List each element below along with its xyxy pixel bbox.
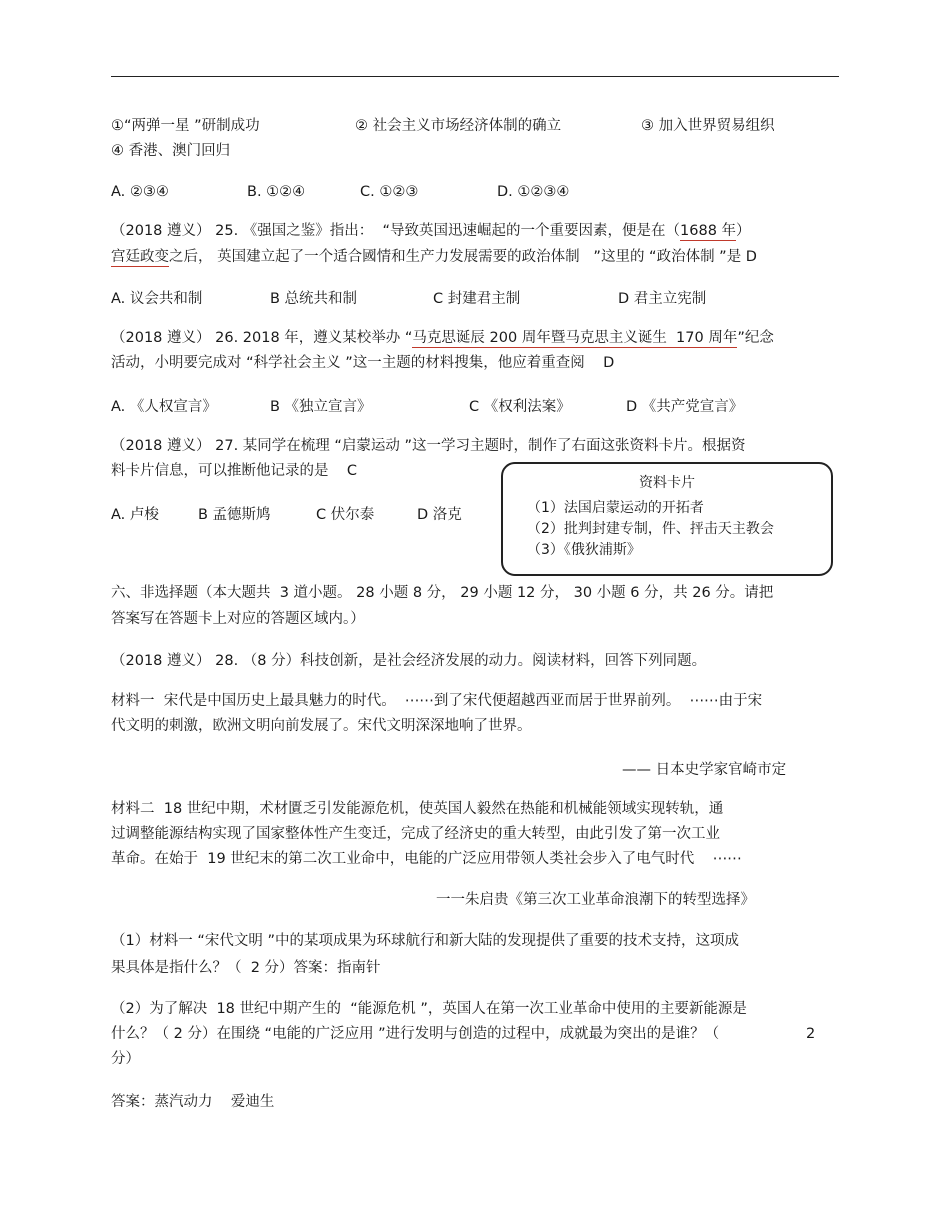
q24-option-2: ② 社会主义市场经济体制的确立 [355, 118, 562, 134]
q25-choice-a: A. 议会共和制 [111, 291, 203, 307]
q26-line-2: 活动，小明要完成对 “科学社会主义 ”这一主题的材料搜集，他应着重查阅 D [111, 355, 615, 371]
sub-question-2-line-1: （2）为了解决 18 世纪中期产生的 “能源危机 ”，英国人在第一次工业革命中使用的主要新能源是 [111, 1001, 747, 1017]
q25-choice-b: B 总统共和制 [270, 291, 358, 307]
q25-choice-d: D 君主立宪制 [618, 291, 707, 307]
q26-choice-b: B 《独立宣言》 [270, 399, 372, 415]
q27-choice-c: C 伏尔泰 [316, 507, 375, 523]
q26-choice-d: D 《共产党宣言》 [626, 399, 744, 415]
material-2-line-3: 革命。在始于 19 世纪末的第二次工业命中，电能的广泛应用带领人类社会步入了电气时代 ⋯⋯ [111, 851, 742, 867]
material-1-line-2: 代文明的刺激，欧洲文明向前发展了。宋代文明深深地响了世界。 [111, 718, 532, 734]
sub-question-2-points: 2 [806, 1026, 816, 1042]
q24-option-4: ④ 香港、澳门回归 [111, 143, 231, 159]
info-card [501, 462, 833, 576]
section-6-instructions: 答案写在答题卡上对应的答题区域内。） [111, 611, 365, 627]
material-2-line-1: 材料二 18 世纪中期，术材匱乏引发能源危机，使英国人毅然在热能和机械能领域实现转轨，通 [111, 801, 724, 817]
info-card-item-3: （3）《俄狄浦斯》 [527, 542, 641, 558]
q27-choice-d: D 洛克 [417, 507, 462, 523]
q27-line-2: 料卡片信息，可以推断他记录的是 C [111, 463, 358, 479]
sub-question-2-line-2: 什么？（ 2 分）在围绕 “电能的广泛应用 ”进行发明与创造的过程中，成就最为突出的是谁？（ [111, 1026, 720, 1042]
sub-question-1-line-1: （1）材料一 “宋代文明 ”中的某项成果为环球航行和新大陆的发现提供了重要的技术支持，这项成 [111, 933, 739, 949]
info-card-title: 资料卡片 [639, 475, 695, 491]
material-2-source: 一一朱启贵《第三次工业革命浪潮下的转型选择》 [436, 892, 755, 908]
top-rule [111, 76, 839, 77]
q26-choice-c: C 《权利法案》 [469, 399, 571, 415]
q27-line-1: （2018 遵义） 27. 某同学在梳理 “启蒙运动 ”这一学习主题时，制作了右面这张资料卡片。根据资 [111, 438, 746, 454]
section-6-heading: 六、非选择题（本大题共 3 道小题。 28 小题 8 分， 29 小题 12 分， 30 小题 6 分，共 26 分。请把 [111, 585, 774, 601]
q25-line-1: （2018 遵义） 25. 《强国之鉴》指出： “导致英国迅速崛起的一个重要因素，便是在（1688 年） [111, 223, 751, 239]
answer-line: 答案：蒸汽动力 爱迪生 [111, 1094, 275, 1110]
q26-underlined-event: 马克思诞辰 200 周年暨马克思主义诞生 170 周年 [412, 330, 738, 346]
material-2-line-2: 过调整能源结构实现了国家整体性产生变迁，完成了经济史的重大转型，由此引发了第一次工业 [111, 826, 720, 842]
sub-question-1-line-2: 果具体是指什么？（ 2 分）答案：指南针 [111, 960, 381, 976]
q27-choice-a: A. 卢梭 [111, 507, 159, 523]
q24-choice-b: B. ①②④ [247, 184, 306, 200]
q25-underlined-year: 1688 年 [680, 223, 737, 239]
info-card-item-1: （1）法国启蒙运动的开拓者 [527, 500, 704, 516]
sub-question-2-line-3: 分） [111, 1051, 140, 1067]
q26-choice-a: A. 《人权宣言》 [111, 399, 217, 415]
q24-choice-d: D. ①②③④ [497, 184, 570, 200]
q26-line-1: （2018 遵义） 26. 2018 年，遵义某校举办 “马克思诞辰 200 周年暨马克思主义诞生 170 周年”纪念 [111, 330, 774, 346]
q25-line-2: 宫廷政变之后， 英国建立起了一个适合國情和生产力发展需要的政治体制 ”这里的 “政治体制 ”是 D [111, 249, 757, 265]
q24-option-1: ①“两弹一星 ”研制成功 [111, 118, 260, 134]
q25-underlined-event: 宫廷政变 [111, 249, 169, 265]
q27-choice-b: B 孟德斯鸠 [198, 507, 271, 523]
info-card-item-2: （2）批判封建专制，件、抨击天主教会 [527, 521, 774, 537]
q28-heading: （2018 遵义） 28. （8 分）科技创新，是社会经济发展的动力。阅读材料，回答下列同题。 [111, 653, 707, 669]
q25-choice-c: C 封建君主制 [433, 291, 521, 307]
q24-choice-a: A. ②③④ [111, 184, 169, 200]
material-1-source: —— 日本史学家官崎市定 [622, 762, 787, 778]
material-1-line-1: 材料一 宋代是中国历史上最具魅力的时代。 ⋯⋯到了宋代便超越西亚而居于世界前列。 ⋯⋯由于宋 [111, 693, 763, 709]
q24-choice-c: C. ①②③ [360, 184, 419, 200]
q24-option-3: ③ 加入世界贸易组织 [641, 118, 775, 134]
